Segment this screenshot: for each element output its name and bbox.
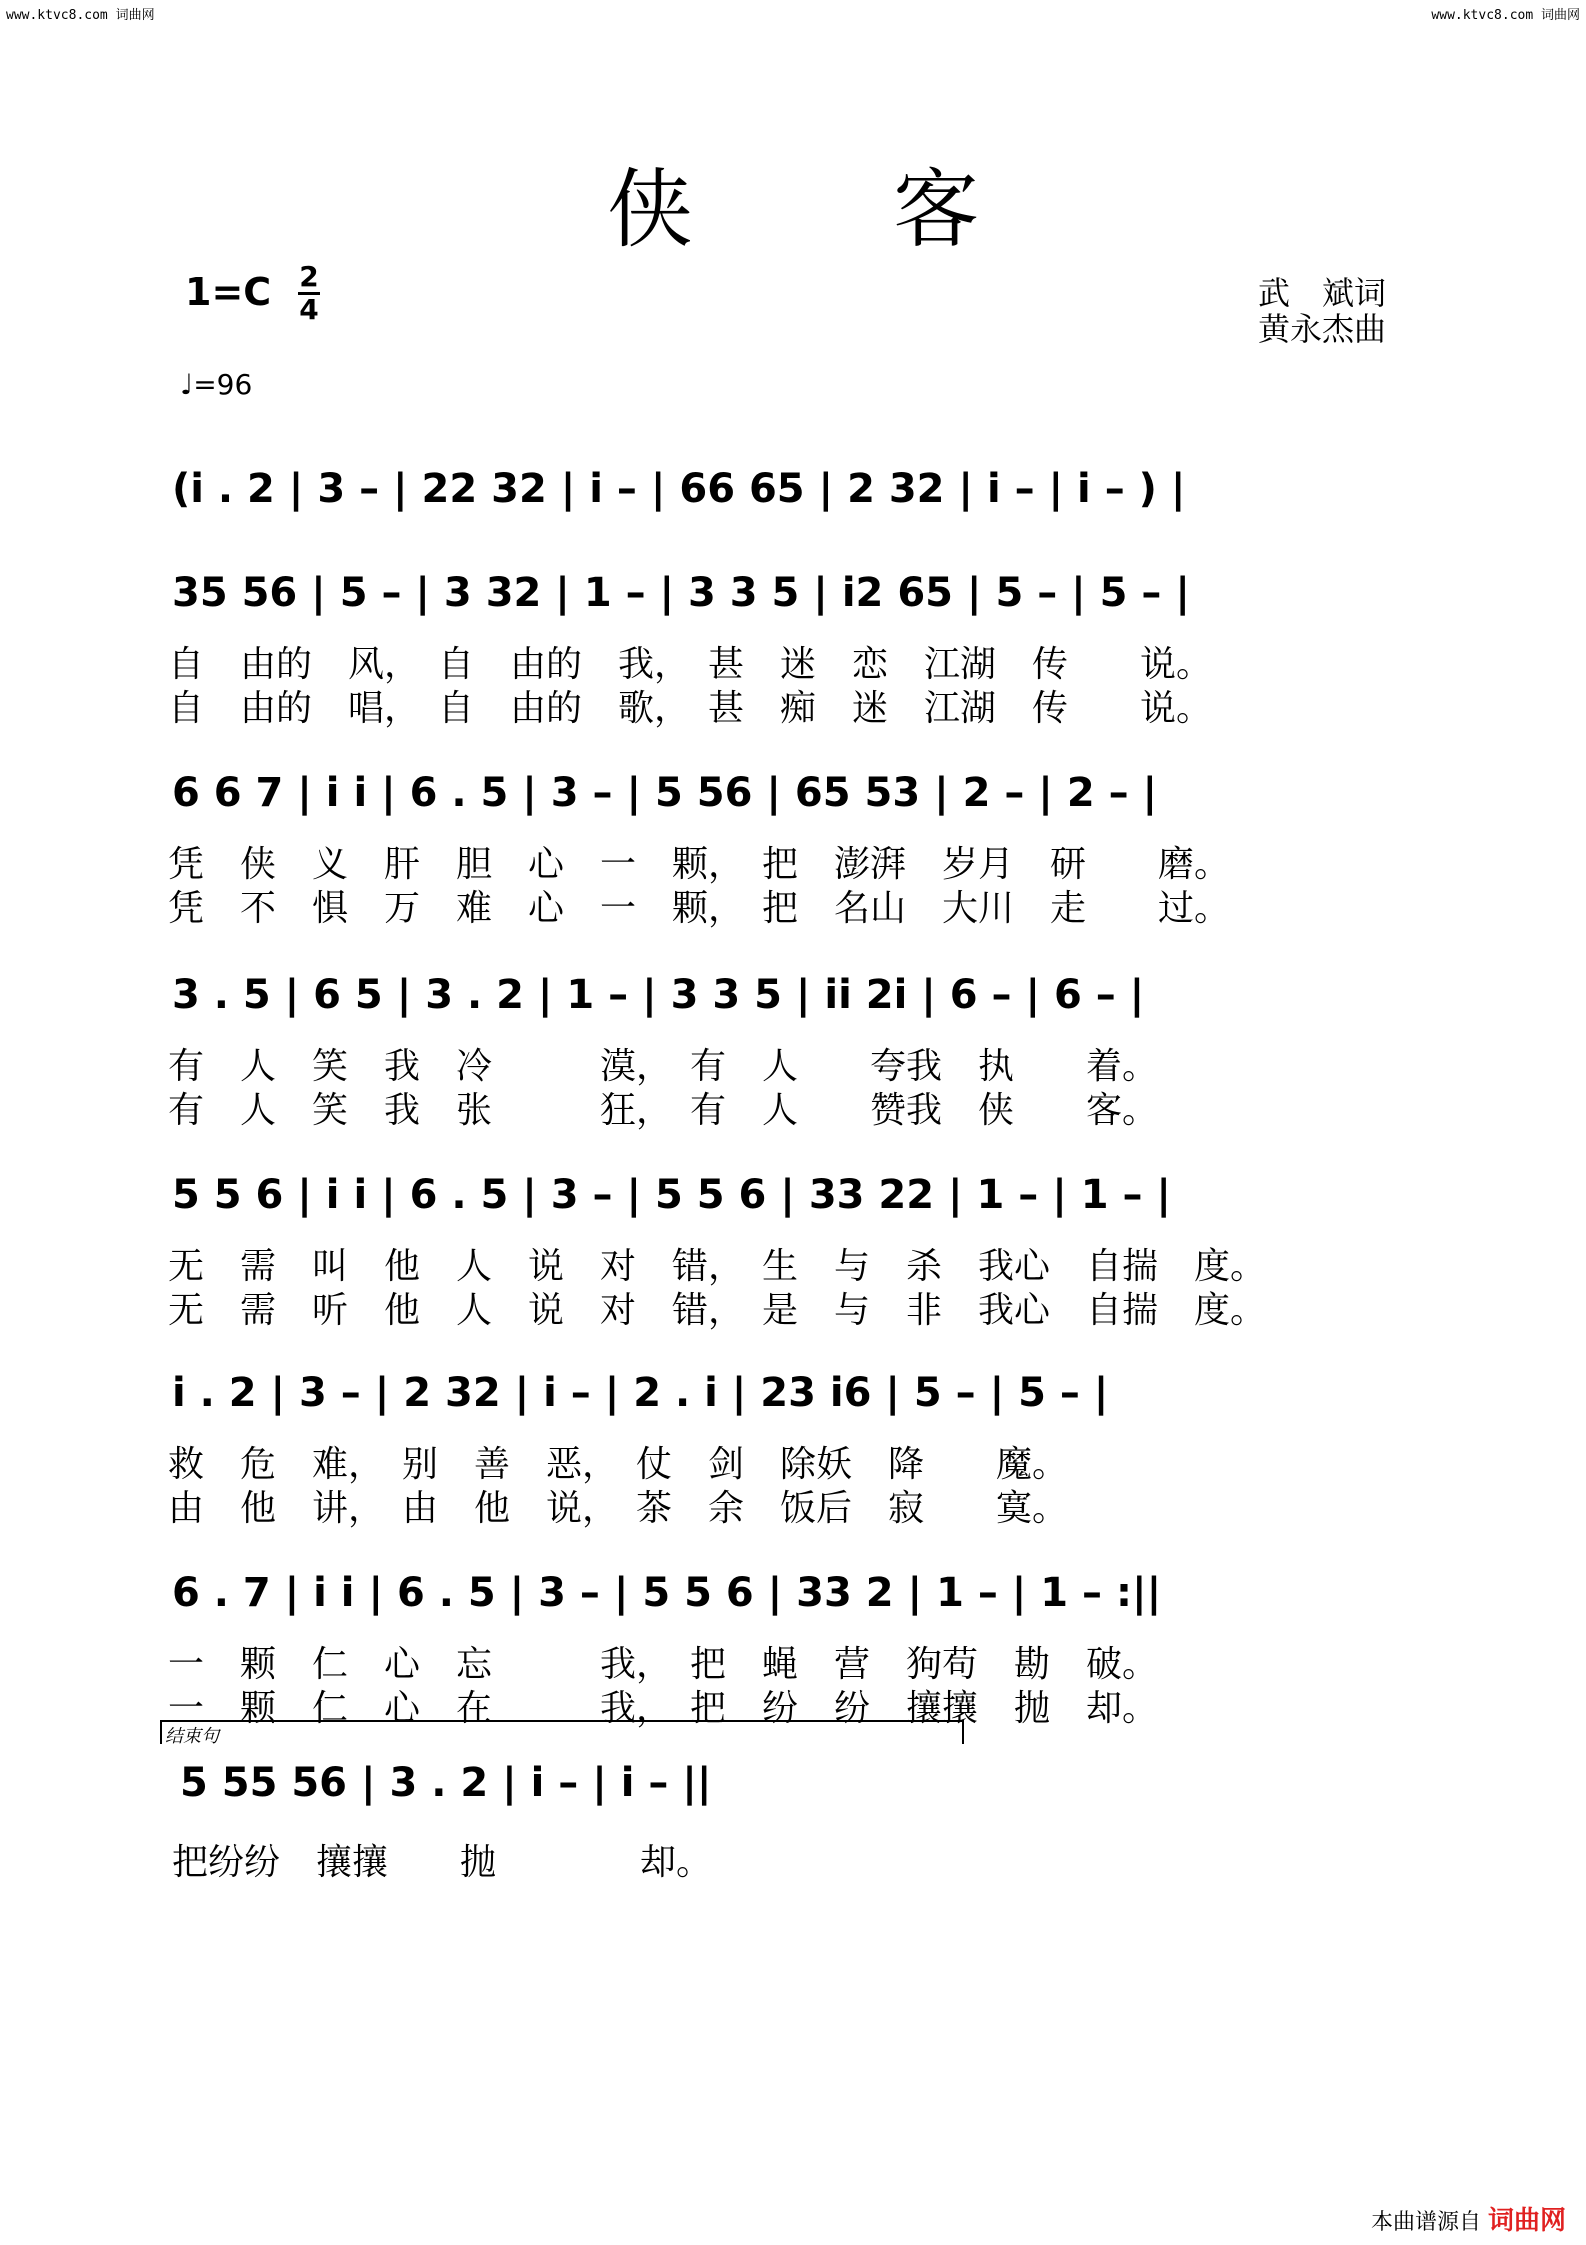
notes-line: 5 55 56 | 3 . 2 | i – | i – || — [180, 1760, 712, 1806]
lyrics-verse-1: 无 需 叫 他 人 说 对 错， 生 与 杀 我心 自揣 度。 — [168, 1246, 1267, 1287]
lyrics-verse-1: 自 由的 风， 自 由的 我， 甚 迷 恋 江湖 传 说。 — [168, 644, 1213, 685]
composer: 黄永杰曲 — [1258, 310, 1387, 348]
tempo-marking: ♩=96 — [180, 368, 253, 401]
song-title: 侠客 — [607, 160, 1179, 260]
lyrics-verse-2: 自 由的 唱， 自 由的 歌， 甚 痴 迷 江湖 传 说。 — [168, 688, 1213, 729]
score-line-5 — [0, 1172, 1586, 1331]
score-line-8 — [0, 1760, 1586, 1883]
notes-line: 3 . 5 | 6 5 | 3 . 2 | 1 – | 3 3 5 | ii 2i | 6 – | 6 – | — [172, 972, 1145, 1018]
lyricist: 武 斌词 — [1258, 274, 1387, 312]
lyrics-verse-1: 凭 侠 义 肝 胆 心 一 颗， 把 澎湃 岁月 研 磨。 — [168, 844, 1231, 885]
lyrics-verse-2: 一 颗 仁 心 在 我， 把 纷 纷 攘攘 抛 却。 — [168, 1688, 1159, 1729]
time-signature — [298, 262, 320, 325]
site-header-right: www.ktvc8.com 词曲网 — [1431, 8, 1580, 23]
time-sig-bottom: 4 — [299, 293, 319, 326]
lyrics-verse-1: 有 人 笑 我 冷 漠， 有 人 夸我 执 着。 — [168, 1046, 1159, 1087]
notes-line: i . 2 | 3 – | 2 32 | i – | 2 . i | 23 i6 | 5 – | 5 – | — [172, 1370, 1109, 1416]
ending-label: 结束句 — [165, 1726, 219, 1747]
credits — [1258, 275, 1386, 347]
time-sig-top: 2 — [299, 260, 319, 293]
notes-line: 6 . 7 | i i | 6 . 5 | 3 – | 5 5 6 | 33 2 | 1 – | 1 – :|| — [172, 1570, 1162, 1616]
footer-source — [1371, 2200, 1566, 2237]
lyrics-verse-1: 救 危 难， 别 善 恶， 仗 剑 除妖 降 魔。 — [168, 1444, 1069, 1485]
notes-line: 6 6 7 | i i | 6 . 5 | 3 – | 5 56 | 65 53 | 2 – | 2 – | — [172, 770, 1158, 816]
score-line-3 — [0, 770, 1586, 929]
lyrics-verse-2: 凭 不 惧 万 难 心 一 颗， 把 名山 大川 走 过。 — [168, 888, 1231, 929]
notes-line: (i . 2 | 3 – | 22 32 | i – | 66 65 | 2 32 | i – | i – ) | — [172, 466, 1186, 512]
lyrics-verse-2: 由 他 讲， 由 他 说， 茶 余 饭后 寂 寞。 — [168, 1488, 1069, 1529]
key-signature: 1=C — [185, 270, 272, 314]
lyrics-verse-2: 有 人 笑 我 张 狂， 有 人 赞我 侠 客。 — [168, 1090, 1159, 1131]
lyrics-verse-1: 把纷纷 攘攘 抛 却。 — [172, 1842, 713, 1883]
notes-line: 35 56 | 5 – | 3 32 | 1 – | 3 3 5 | i2 65 | 5 – | 5 – | — [172, 570, 1190, 616]
site-header-left: www.ktvc8.com 词曲网 — [6, 8, 155, 23]
score-line-7 — [0, 1570, 1586, 1729]
footer-text: 本曲谱源自 — [1370, 2210, 1481, 2235]
footer-brand: 词曲网 — [1487, 2206, 1566, 2236]
ending-bracket — [160, 1720, 964, 1744]
score-line-4 — [0, 972, 1586, 1131]
score-line-2 — [0, 570, 1586, 729]
lyrics-verse-2: 无 需 听 他 人 说 对 错， 是 与 非 我心 自揣 度。 — [168, 1290, 1267, 1331]
lyrics-verse-1: 一 颗 仁 心 忘 我， 把 蝇 营 狗苟 勘 破。 — [168, 1644, 1159, 1685]
score-line-1 — [0, 458, 1586, 568]
notes-line: 5 5 6 | i i | 6 . 5 | 3 – | 5 5 6 | 33 22 | 1 – | 1 – | — [172, 1172, 1172, 1218]
score-line-6 — [0, 1370, 1586, 1529]
